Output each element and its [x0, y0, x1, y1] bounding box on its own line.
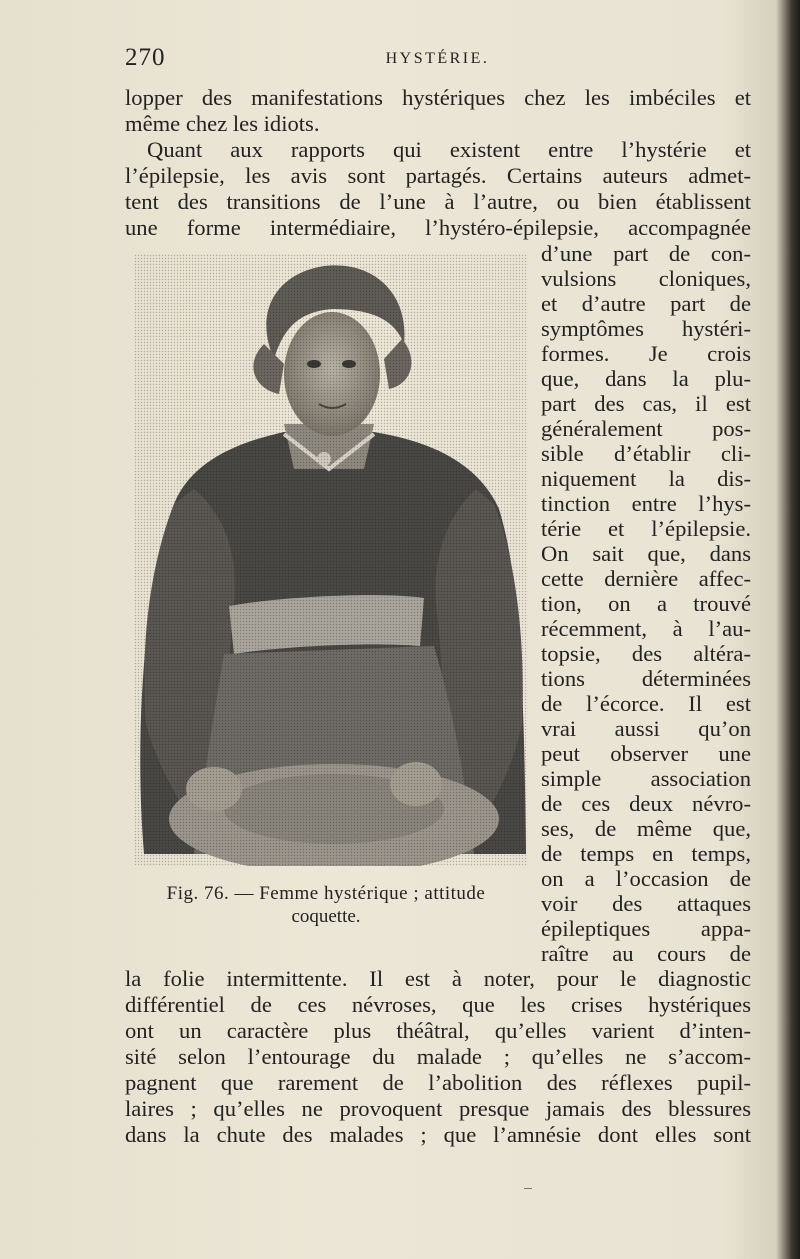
body-line: dans la chute des malades ; que l’amnésie dont elles sont — [125, 1122, 751, 1147]
column-line: vulsions cloniques, — [541, 266, 751, 291]
column-line: de l’écorce. Il est — [541, 691, 751, 716]
column-line: on a l’occasion de — [541, 866, 751, 891]
column-line: niquement la dis- — [541, 466, 751, 491]
figure-caption-line: coquette. — [291, 906, 361, 927]
body-line: tent des transitions de l’une à l’autre, ou bien établissent — [125, 189, 751, 214]
column-line: de temps en temps, — [541, 841, 751, 866]
figure-photograph — [134, 254, 528, 866]
column-line: cette dernière affec- — [541, 566, 751, 591]
column-line: raître au cours de — [541, 941, 751, 966]
column-line: tion, on a trouvé — [541, 591, 751, 616]
column-line: topsie, des altéra- — [541, 641, 751, 666]
column-line: voir des attaques — [541, 891, 751, 916]
column-line: symptômes hystéri- — [541, 316, 751, 341]
column-line: de ces deux névro- — [541, 791, 751, 816]
body-line: pagnent que rarement de l’abolition des réflexes pupil- — [125, 1070, 751, 1095]
column-line: part des cas, il est — [541, 391, 751, 416]
column-line: peut observer une — [541, 741, 751, 766]
figure-caption-line: Fig. 76. — Femme hystérique ; attitude — [166, 883, 486, 904]
body-line: lopper des manifestations hystériques chez les imbéciles et — [125, 85, 751, 110]
page-number: 270 — [125, 44, 166, 71]
portrait-photo-icon — [134, 254, 528, 866]
running-title: HYSTÉRIE. — [385, 50, 490, 67]
body-line: la folie intermittente. Il est à noter, pour le diagnostic — [125, 966, 751, 991]
column-line: tinction entre l’hys- — [541, 491, 751, 516]
column-line: épileptiques appa- — [541, 916, 751, 941]
body-line: différentiel de ces névroses, que les crises hystériques — [125, 992, 751, 1017]
column-line: et d’autre part de — [541, 291, 751, 316]
column-line: que, dans la plu- — [541, 366, 751, 391]
column-line: ses, de même que, — [541, 816, 751, 841]
running-head — [125, 40, 750, 74]
figure-caption — [124, 882, 528, 928]
footer-mark — [524, 1188, 532, 1189]
column-line: formes. Je crois — [541, 341, 751, 366]
column-line: récemment, à l’au- — [541, 616, 751, 641]
column-line: sible d’établir cli- — [541, 441, 751, 466]
column-line: térie et l’épilepsie. — [541, 516, 751, 541]
body-line: l’épilepsie, les avis sont partagés. Certains auteurs admet- — [125, 163, 751, 188]
column-line: généralement pos- — [541, 416, 751, 441]
column-line: tions déterminées — [541, 666, 751, 691]
body-line: Quant aux rapports qui existent entre l’hystérie et — [147, 137, 751, 162]
body-line: même chez les idiots. — [125, 111, 320, 136]
column-line: vrai aussi qu’on — [541, 716, 751, 741]
column-line: simple association — [541, 766, 751, 791]
column-line: d’une part de con- — [541, 241, 751, 266]
body-line: ont un caractère plus théâtral, qu’elles varient d’inten- — [125, 1018, 751, 1043]
column-line: On sait que, dans — [541, 541, 751, 566]
body-line: laires ; qu’elles ne provoquent presque jamais des blessures — [125, 1096, 751, 1121]
body-line: une forme intermédiaire, l’hystéro-épilepsie, accompagnée — [125, 215, 751, 240]
body-line: sité selon l’entourage du malade ; qu’elles ne s’accom- — [125, 1044, 751, 1069]
